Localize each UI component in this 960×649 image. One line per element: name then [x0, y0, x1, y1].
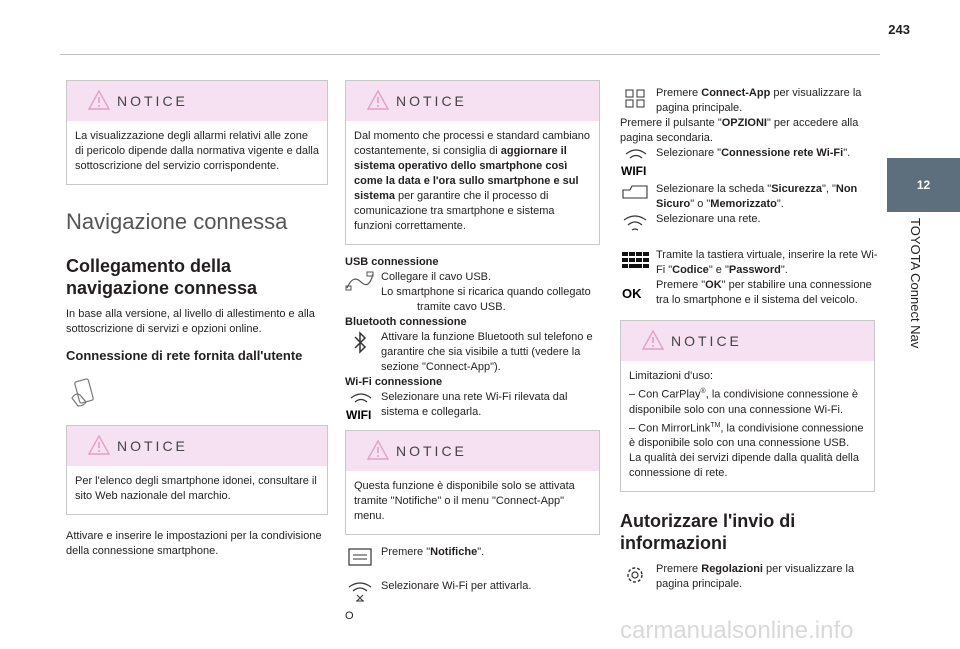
wifi-icon	[620, 212, 652, 236]
wifi-logo-icon	[345, 390, 377, 422]
wifi-activate-text: Selezionare Wi-Fi per attivarla.	[381, 580, 532, 592]
svg-text:WIFI: WIFI	[346, 408, 372, 422]
notice-box	[620, 320, 875, 492]
svg-text:OK: OK	[622, 286, 642, 301]
usb-title: USB connessione	[345, 256, 439, 268]
ok-icon	[620, 278, 652, 302]
connect-app-icon	[620, 86, 652, 110]
notice-title: NOTICE	[117, 93, 188, 109]
outro-text: Attivare e inserire le impostazioni per la condivisione della connessione smartphone.	[66, 530, 322, 557]
notice-line: Limitazioni d'uso:	[629, 370, 714, 382]
step-connect-app: Premere Connect-App per visualizzare la pagina principale.	[620, 86, 878, 116]
notice-title: NOTICE	[396, 93, 467, 109]
select-network-text: Selezionare una rete.	[656, 213, 761, 225]
column-2	[345, 80, 600, 624]
svg-text:WIFI: WIFI	[621, 164, 647, 178]
column-1	[66, 80, 328, 559]
notice-line: – Con MirrorLink™, la condivisione connessione è disponibile solo con una connessione USB.	[629, 421, 864, 450]
warning-icon	[367, 440, 389, 460]
gear-icon	[620, 562, 652, 586]
notifications-icon	[345, 545, 377, 569]
notice-line: La qualità dei servizi dipende dalla qualità della connessione di rete.	[629, 452, 859, 480]
notice-title: NOTICE	[396, 443, 467, 459]
notice-header	[67, 81, 327, 121]
bt-text: Attivare la funzione Bluetooth sul telefono e garantire che sia visibile a tutti (vedere la sezione "Connect-App").	[381, 331, 593, 373]
usb-text-2: Lo smartphone si ricarica quando collegato tramite cavo USB.	[381, 286, 591, 313]
wifi-title: Wi-Fi connessione	[345, 376, 443, 388]
usb-text-1: Collegare il cavo USB.	[381, 271, 492, 283]
notice-box	[345, 430, 600, 535]
notice-header	[346, 81, 599, 121]
notice-title: NOTICE	[671, 333, 742, 349]
notice-text: Per l'elenco degli smartphone idonei, consultare il sito Web nazionale del marchio.	[75, 475, 317, 502]
heading: Collegamento della navigazione connessa	[66, 256, 258, 298]
notice-header	[346, 431, 599, 471]
side-title	[905, 218, 925, 638]
wifi-logo-icon	[620, 146, 652, 178]
warning-icon	[88, 435, 110, 455]
notifications-step: Premere "Notifiche".	[345, 545, 600, 579]
notice-box	[66, 80, 328, 185]
page-number: 243	[888, 22, 910, 37]
subheading: Connessione di rete fornita dall'utente	[66, 348, 303, 363]
warning-icon	[642, 330, 664, 350]
step-ok: OK Premere "OK" per stabilire una connessione tra lo smartphone e il sistema del veicolo.	[622, 279, 872, 306]
bluetooth-icon	[345, 330, 377, 354]
step-select-network	[620, 212, 878, 248]
notice-header	[621, 321, 874, 361]
notice-text: La visualizzazione degli allarmi relativi alle zone di pericolo dipende dalla normativa vigente e dalla sottoscrizione del servizio corrispondente.	[75, 130, 319, 172]
column-3	[620, 86, 878, 592]
keyboard-icon	[620, 248, 652, 272]
heading: Autorizzare l'invio di informazioni	[620, 511, 796, 554]
side-title-text: TOYOTA Connect Nav	[908, 218, 923, 349]
usb-item	[345, 270, 600, 315]
notice-box	[345, 80, 600, 245]
notice-text: Questa funzione è disponibile solo se attivata tramite "Notifiche" o il menu "Connect-App" menu.	[354, 480, 575, 522]
warning-icon	[88, 90, 110, 110]
wifi-activate-step	[345, 579, 600, 609]
step-security-tab: Selezionare la scheda "Sicurezza", "Non Sicuro" o "Memorizzato".	[620, 182, 878, 212]
notice-title: NOTICE	[117, 438, 188, 454]
step-keyboard: Tramite la tastiera virtuale, inserire la rete Wi-Fi "Codice" e "Password".	[620, 248, 878, 278]
tab-icon	[620, 182, 652, 206]
wifi-text: Selezionare una rete Wi-Fi rilevata dal sistema e collegarla.	[381, 391, 568, 418]
step-wifi-network: WIFI Selezionare "Connessione rete Wi-Fi".	[621, 147, 851, 178]
notice-box	[66, 425, 328, 515]
step-options: Premere il pulsante "OPZIONI" per accedere alla pagina secondaria.	[620, 117, 859, 144]
chapter-tab: 12	[887, 158, 960, 212]
warning-icon	[367, 90, 389, 110]
notice-text: Dal momento che processi e standard cambiano costantemente, si consiglia di aggiornare il sistema operativo dello smartphone così come la data e l'ora sullo smartphone e sul sistema per garantire che il processo di comunicazione tra smartphone e sistema funzioni correttamente.	[354, 130, 591, 232]
notice-header	[67, 426, 327, 466]
bt-title: Bluetooth connessione	[345, 316, 467, 328]
step-settings: Premere Regolazioni per visualizzare la pagina principale.	[620, 562, 878, 592]
notice-line: – Con CarPlay®, la condivisione connessione è disponibile solo con una connessione Wi-Fi.	[629, 388, 858, 416]
wifi-off-icon	[345, 579, 377, 603]
intro-text: In base alla versione, al livello di allestimento e alla sottoscrizione di servizi e opzioni online.	[66, 308, 315, 335]
top-rule	[60, 54, 880, 55]
watermark: carmanualsonline.info	[620, 617, 854, 644]
section-title: Navigazione connessa	[66, 209, 288, 234]
smartphone-hand-icon	[66, 378, 328, 413]
wifi-item	[345, 390, 600, 424]
bt-item	[345, 330, 600, 375]
or-text: O	[345, 610, 354, 622]
usb-cable-icon	[345, 270, 377, 294]
